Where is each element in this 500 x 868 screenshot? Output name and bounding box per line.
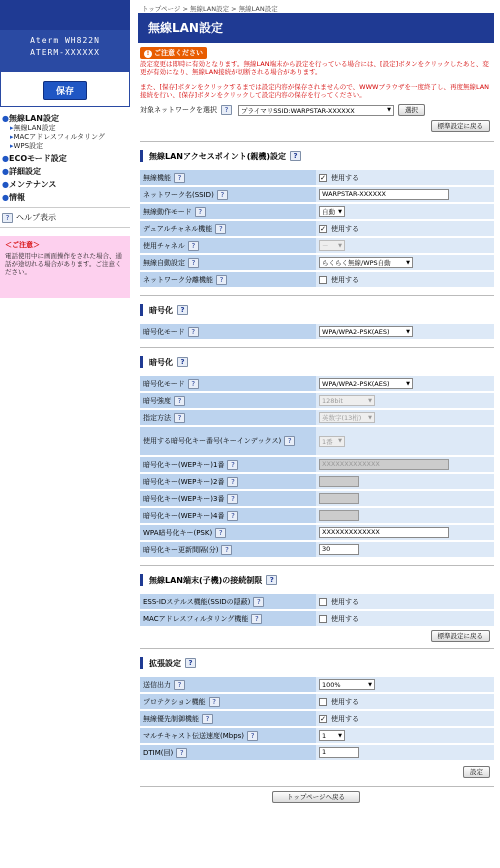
settings-row bbox=[140, 376, 494, 391]
settings-row bbox=[140, 272, 494, 287]
chevron-down-icon: ▼ bbox=[406, 259, 410, 266]
bullet-icon: ● bbox=[2, 114, 9, 123]
field-label bbox=[140, 594, 316, 609]
help-icon[interactable]: ? bbox=[209, 697, 220, 707]
field-label bbox=[140, 694, 316, 709]
field-label-text: 暗号化キー(WEPキー)4番 bbox=[143, 511, 225, 520]
chevron-down-icon: ▼ bbox=[387, 107, 391, 113]
help-icon[interactable]: ? bbox=[221, 545, 232, 555]
text-input[interactable]: 1 bbox=[319, 747, 359, 758]
dropdown-value: WPA/WPA2-PSK(AES) bbox=[322, 379, 390, 388]
settings-row bbox=[140, 187, 494, 202]
settings-row bbox=[140, 221, 494, 236]
field-value bbox=[316, 728, 494, 743]
network-select-label: 対象ネットワークを選択 bbox=[140, 106, 217, 114]
field-label-text: 暗号化キー(WEPキー)1番 bbox=[143, 460, 225, 469]
settings-row bbox=[140, 410, 494, 425]
sidebar-nav-item[interactable] bbox=[2, 166, 130, 177]
field-label-text: ネットワーク名(SSID) bbox=[143, 190, 214, 199]
field-label-text: 暗号化キー(WEPキー)2番 bbox=[143, 477, 225, 486]
section-title-ap bbox=[140, 150, 494, 162]
field-label bbox=[140, 508, 316, 523]
default-settings-button-bottom[interactable]: 標準設定に戻る bbox=[431, 630, 491, 642]
section-title-ext bbox=[140, 657, 494, 669]
checkbox[interactable] bbox=[319, 276, 327, 284]
settings-row bbox=[140, 594, 494, 609]
help-icon[interactable]: ? bbox=[188, 258, 199, 268]
field-label bbox=[140, 457, 316, 472]
section-title-text: 暗号化 bbox=[149, 305, 173, 315]
network-select-value: プライマリSSID:WARPSTAR-XXXXXX bbox=[241, 106, 355, 115]
field-label bbox=[140, 187, 316, 202]
dropdown-select[interactable] bbox=[319, 679, 375, 690]
help-icon[interactable]: ? bbox=[177, 357, 188, 367]
field-label-text: 使用する暗号化キー番号(キーインデックス) bbox=[143, 437, 282, 445]
bullet-icon: ● bbox=[2, 180, 9, 189]
settings-row bbox=[140, 255, 494, 270]
checkbox[interactable] bbox=[319, 615, 327, 623]
field-label-text: 暗号化モード bbox=[143, 327, 185, 336]
settings-row bbox=[140, 427, 494, 455]
field-label-text: ネットワーク分離機能 bbox=[143, 275, 213, 284]
dropdown-value: WPA/WPA2-PSK(AES) bbox=[322, 327, 390, 336]
default-settings-button-top[interactable]: 標準設定に戻る bbox=[431, 120, 491, 132]
field-label-text: 暗号強度 bbox=[143, 396, 171, 405]
field-value bbox=[316, 410, 494, 425]
field-label-text: デュアルチャネル機能 bbox=[143, 224, 213, 233]
dropdown-value: 自動 bbox=[322, 208, 335, 216]
field-label-text: 送信出力 bbox=[143, 680, 171, 689]
field-label-text: 無線自動設定 bbox=[143, 258, 185, 267]
field-value bbox=[316, 187, 494, 202]
dropdown-value: － bbox=[322, 242, 329, 250]
field-label-text: 無線動作モード bbox=[143, 207, 192, 216]
field-value bbox=[316, 324, 494, 339]
help-icon[interactable]: ? bbox=[290, 151, 301, 161]
text-input bbox=[319, 510, 359, 521]
field-label-text: WPA暗号化キー(PSK) bbox=[143, 528, 213, 537]
bullet-icon: ● bbox=[2, 167, 9, 176]
field-label bbox=[140, 170, 316, 185]
settings-row bbox=[140, 677, 494, 692]
sidebar-nav bbox=[0, 107, 130, 203]
checkbox-label: 使用する bbox=[331, 275, 359, 284]
field-label bbox=[140, 542, 316, 557]
dropdown-select bbox=[319, 240, 345, 251]
settings-row bbox=[140, 508, 494, 523]
dropdown-value: 128bit bbox=[322, 396, 343, 405]
field-label-text: ESS-IDステルス機能(SSIDの隠蔽) bbox=[143, 597, 251, 606]
settings-row bbox=[140, 694, 494, 709]
notice-text-1: 設定変更は即時に有効となります。無線LAN端末から設定を行っている場合には、[設定]ボタンをクリックしたあと、変更が有効になり、無線LAN接続が切断される場合があります。 bbox=[140, 60, 489, 76]
field-label-text: MACアドレスフィルタリング機能 bbox=[143, 614, 249, 623]
sidebar-nav-label: 情報 bbox=[8, 193, 25, 202]
text-input: XXXXXXXXXXXXX bbox=[319, 459, 449, 470]
save-button[interactable]: 保存 bbox=[43, 81, 87, 100]
help-label: ヘルプ表示 bbox=[16, 213, 56, 222]
arrow-right-icon: ▸ bbox=[10, 142, 14, 150]
notice-text-2: また、[保存]ボタンをクリックするまでは設定内容が保存されませんので、WWWブラウザを一度終了し、再度無線LAN接続を行い、[保存]ボタンをクリックして設定内容の保存を行ってください。 bbox=[140, 83, 490, 99]
dropdown-select[interactable] bbox=[319, 206, 345, 217]
help-icon[interactable]: ? bbox=[227, 460, 238, 470]
caution-box bbox=[0, 236, 130, 298]
chevron-down-icon: ▼ bbox=[338, 438, 342, 444]
settings-row bbox=[140, 474, 494, 489]
help-icon[interactable]: ? bbox=[188, 327, 199, 337]
help-icon[interactable]: ? bbox=[266, 575, 277, 585]
field-label bbox=[140, 324, 316, 339]
help-icon[interactable]: ? bbox=[174, 413, 185, 423]
settings-row bbox=[140, 728, 494, 743]
settings-row bbox=[140, 525, 494, 540]
notice-tag-label: ご注意ください bbox=[154, 49, 203, 57]
help-icon[interactable]: ? bbox=[188, 379, 199, 389]
help-icon[interactable]: ? bbox=[253, 597, 264, 607]
network-select-row bbox=[138, 104, 494, 116]
sidebar-nav-item[interactable] bbox=[2, 153, 130, 164]
help-icon[interactable]: ? bbox=[216, 275, 227, 285]
help-icon[interactable]: ? bbox=[227, 494, 238, 504]
network-select[interactable] bbox=[238, 105, 394, 116]
field-label-text: DTIM(回) bbox=[143, 748, 174, 757]
field-label bbox=[140, 221, 316, 236]
sidebar-subnav-label: 無線LAN設定 bbox=[13, 124, 56, 132]
settings-row bbox=[140, 238, 494, 253]
checkbox[interactable]: ✓ bbox=[320, 714, 326, 723]
help-icon[interactable]: ? bbox=[174, 680, 185, 690]
main-content bbox=[138, 0, 494, 803]
checkbox[interactable]: ✓ bbox=[320, 173, 326, 182]
help-icon: ? bbox=[2, 213, 13, 223]
field-value bbox=[316, 376, 494, 391]
settings-row bbox=[140, 457, 494, 472]
sidebar-subnav-item[interactable] bbox=[2, 124, 130, 133]
section-title-enc1 bbox=[140, 304, 494, 316]
ext-settings-table bbox=[140, 675, 494, 762]
field-value bbox=[316, 474, 494, 489]
settings-row bbox=[140, 711, 494, 726]
field-label bbox=[140, 255, 316, 270]
dropdown-select[interactable] bbox=[319, 378, 413, 389]
field-value bbox=[316, 694, 494, 709]
help-icon[interactable]: ? bbox=[227, 511, 238, 521]
sidebar-nav-label: メンテナンス bbox=[8, 180, 57, 189]
field-value bbox=[316, 427, 494, 455]
field-value bbox=[316, 491, 494, 506]
field-label-text: 指定方法 bbox=[143, 413, 171, 422]
field-value bbox=[316, 221, 494, 236]
text-input bbox=[319, 476, 359, 487]
back-to-top-button[interactable]: トップページへ戻る bbox=[272, 791, 360, 803]
bullet-icon: ● bbox=[2, 193, 9, 202]
dropdown-select[interactable] bbox=[319, 257, 413, 268]
sidebar-top-bar bbox=[0, 0, 130, 30]
select-button[interactable]: 選択 bbox=[398, 104, 425, 116]
sidebar-subnav-label: WPS設定 bbox=[13, 142, 44, 150]
chevron-down-icon: ▼ bbox=[368, 414, 372, 421]
bullet-icon: ● bbox=[2, 154, 9, 163]
section-title-conn bbox=[140, 574, 494, 586]
chevron-down-icon: ▼ bbox=[338, 732, 342, 739]
field-value bbox=[316, 525, 494, 540]
checkbox[interactable]: ✓ bbox=[320, 224, 326, 233]
sidebar bbox=[0, 0, 130, 868]
help-icon[interactable]: ? bbox=[195, 207, 206, 217]
field-label bbox=[140, 677, 316, 692]
field-label bbox=[140, 376, 316, 391]
sidebar-nav-item[interactable] bbox=[2, 192, 130, 203]
help-toggle[interactable] bbox=[0, 207, 130, 228]
sidebar-nav-label: 無線LAN設定 bbox=[8, 114, 59, 123]
field-value bbox=[316, 745, 494, 760]
enc2-settings-table bbox=[140, 374, 494, 559]
help-icon[interactable]: ? bbox=[215, 224, 226, 234]
text-input[interactable]: XXXXXXXXXXXXX bbox=[319, 527, 449, 538]
page-title: 無線LAN設定 bbox=[138, 13, 494, 43]
field-label bbox=[140, 474, 316, 489]
set-button[interactable]: 設定 bbox=[463, 766, 490, 778]
field-value bbox=[316, 238, 494, 253]
sidebar-nav-item[interactable] bbox=[2, 113, 130, 124]
checkbox-label: 使用する bbox=[331, 614, 359, 623]
checkbox-label: 使用する bbox=[331, 173, 359, 182]
sidebar-subnav-item[interactable] bbox=[2, 133, 130, 142]
device-model: Aterm WH822N bbox=[30, 36, 100, 45]
help-icon[interactable]: ? bbox=[217, 190, 228, 200]
checkbox[interactable] bbox=[319, 698, 327, 706]
save-area bbox=[0, 72, 130, 107]
help-icon[interactable]: ? bbox=[176, 748, 187, 758]
settings-row bbox=[140, 393, 494, 408]
sidebar-subnav-item[interactable] bbox=[2, 142, 130, 151]
sidebar-subnav-label: MACアドレスフィルタリング bbox=[13, 133, 105, 141]
device-brand bbox=[0, 30, 130, 72]
dropdown-select bbox=[319, 412, 375, 423]
text-input bbox=[319, 493, 359, 504]
field-label bbox=[140, 204, 316, 219]
field-label bbox=[140, 491, 316, 506]
settings-row bbox=[140, 542, 494, 557]
dropdown-value: 1 bbox=[322, 731, 327, 740]
chevron-down-icon: ▼ bbox=[368, 681, 372, 688]
dropdown-value: 100% bbox=[322, 680, 341, 689]
checkbox-label: 使用する bbox=[331, 597, 359, 606]
field-label bbox=[140, 393, 316, 408]
field-label-text: プロテクション機能 bbox=[143, 697, 206, 706]
caution-title: ＜ご注意＞ bbox=[5, 241, 40, 249]
chevron-down-icon: ▼ bbox=[338, 242, 342, 249]
field-label bbox=[140, 728, 316, 743]
section-title-text: 暗号化 bbox=[149, 357, 173, 367]
help-icon[interactable]: ? bbox=[174, 396, 185, 406]
text-input[interactable]: 30 bbox=[319, 544, 359, 555]
help-icon[interactable]: ? bbox=[221, 105, 232, 115]
settings-row bbox=[140, 491, 494, 506]
warning-icon: ! bbox=[144, 50, 152, 58]
help-icon[interactable]: ? bbox=[215, 528, 226, 538]
field-label-text: 暗号化キー(WEPキー)3番 bbox=[143, 494, 225, 503]
field-value bbox=[316, 611, 494, 626]
field-value bbox=[316, 542, 494, 557]
text-input[interactable]: WARPSTAR-XXXXXX bbox=[319, 189, 449, 200]
section-title-text: 拡張設定 bbox=[149, 658, 181, 668]
field-label bbox=[140, 745, 316, 760]
field-label bbox=[140, 611, 316, 626]
ap-settings-table bbox=[140, 168, 494, 289]
field-value bbox=[316, 204, 494, 219]
field-value bbox=[316, 457, 494, 472]
settings-row bbox=[140, 170, 494, 185]
checkbox-label: 使用する bbox=[331, 697, 359, 706]
dropdown-value: 英数字(13桁) bbox=[322, 414, 362, 422]
chevron-down-icon: ▼ bbox=[338, 208, 342, 215]
dropdown-select[interactable] bbox=[319, 326, 413, 337]
field-label-text: 暗号化キー更新間隔(分) bbox=[143, 545, 219, 554]
help-icon[interactable]: ? bbox=[227, 477, 238, 487]
breadcrumb: トップページ > 無線LAN設定 > 無線LAN設定 bbox=[142, 5, 278, 13]
chevron-down-icon: ▼ bbox=[368, 397, 372, 404]
help-icon[interactable]: ? bbox=[251, 614, 262, 624]
help-icon[interactable]: ? bbox=[247, 731, 258, 741]
conn-settings-table bbox=[140, 592, 494, 628]
field-label bbox=[140, 410, 316, 425]
field-label-text: マルチキャスト伝送速度(Mbps) bbox=[143, 731, 245, 740]
field-value bbox=[316, 711, 494, 726]
arrow-right-icon: ▸ bbox=[10, 124, 14, 132]
help-icon[interactable]: ? bbox=[185, 658, 196, 668]
settings-row bbox=[140, 611, 494, 626]
settings-row bbox=[140, 324, 494, 339]
field-value bbox=[316, 677, 494, 692]
arrow-right-icon: ▸ bbox=[10, 133, 14, 141]
field-value bbox=[316, 170, 494, 185]
field-value bbox=[316, 393, 494, 408]
field-label bbox=[140, 525, 316, 540]
field-label bbox=[140, 272, 316, 287]
field-label-text: 無線機能 bbox=[143, 173, 171, 182]
field-value bbox=[316, 594, 494, 609]
checkbox-label: 使用する bbox=[331, 714, 359, 723]
chevron-down-icon: ▼ bbox=[406, 328, 410, 335]
notice-tag bbox=[140, 47, 207, 59]
section-title-text: 無線LANアクセスポイント(親機)設定 bbox=[149, 151, 287, 161]
field-value bbox=[316, 272, 494, 287]
sidebar-nav-item[interactable] bbox=[2, 179, 130, 190]
dropdown-value: 1番 bbox=[322, 437, 333, 446]
checkbox[interactable] bbox=[319, 598, 327, 606]
sidebar-nav-label: 詳細設定 bbox=[8, 167, 41, 176]
dropdown-value: らくらく無線/WPS自動 bbox=[322, 259, 391, 267]
field-value bbox=[316, 255, 494, 270]
field-value bbox=[316, 508, 494, 523]
field-label-text: 使用チャネル bbox=[143, 241, 185, 250]
sidebar-nav-label: ECOモード設定 bbox=[8, 154, 67, 163]
field-label-text: 無線優先制御機能 bbox=[143, 714, 199, 723]
field-label bbox=[140, 238, 316, 253]
help-icon[interactable]: ? bbox=[284, 436, 295, 446]
device-serial: ATERM-XXXXXX bbox=[30, 48, 100, 57]
settings-row bbox=[140, 204, 494, 219]
dropdown-select bbox=[319, 395, 375, 406]
checkbox-label: 使用する bbox=[331, 224, 359, 233]
help-icon[interactable]: ? bbox=[177, 305, 188, 315]
field-label-text: 暗号化モード bbox=[143, 379, 185, 388]
caution-text: 電話使用中に画面操作をされた場合、通話が途切れる場合があります。ご注意ください。 bbox=[5, 252, 122, 276]
help-icon[interactable]: ? bbox=[174, 173, 185, 183]
help-icon[interactable]: ? bbox=[202, 714, 213, 724]
field-label bbox=[140, 711, 316, 726]
dropdown-select[interactable] bbox=[319, 730, 345, 741]
section-title-text: 無線LAN端末(子機)の接続制限 bbox=[149, 575, 263, 585]
dropdown-select bbox=[319, 436, 345, 447]
settings-row bbox=[140, 745, 494, 760]
help-icon[interactable]: ? bbox=[188, 241, 199, 251]
chevron-down-icon: ▼ bbox=[406, 380, 410, 387]
field-label bbox=[140, 427, 316, 455]
enc1-settings-table bbox=[140, 322, 494, 341]
section-title-enc2 bbox=[140, 356, 494, 368]
